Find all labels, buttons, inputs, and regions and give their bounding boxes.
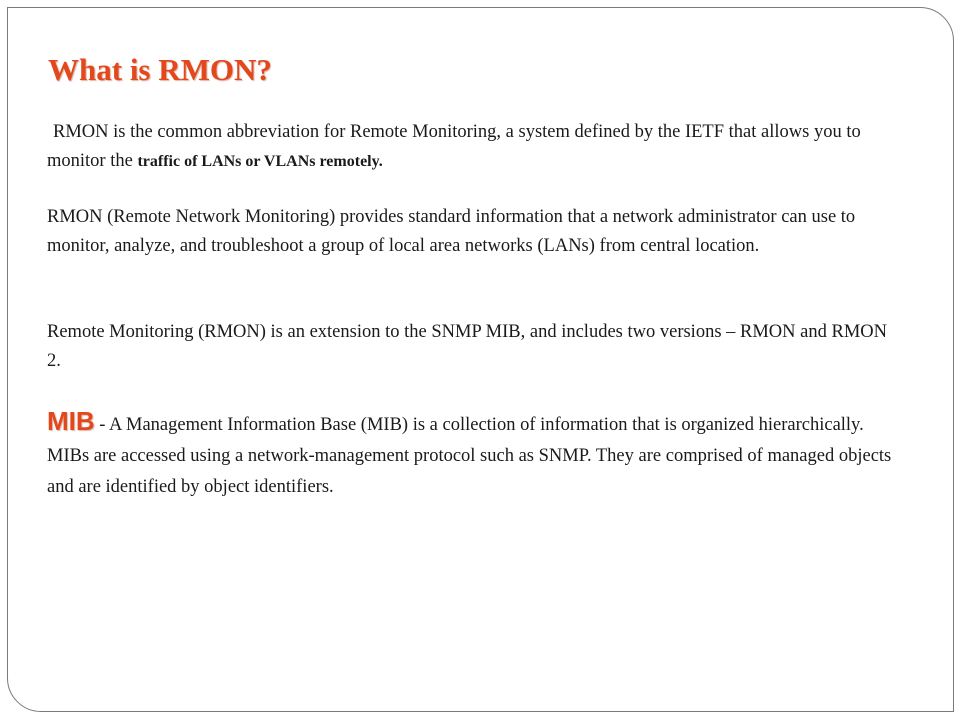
slide-title: What is RMON? — [48, 52, 272, 87]
mib-heading: MIB — [47, 406, 95, 436]
paragraph-rmon-definition-emphasis: traffic of LANs or VLANs remotely. — [137, 152, 383, 170]
paragraph-rmon-versions: Remote Monitoring (RMON) is an extension to the SNMP MIB, and includes two versions – RMON and RMON 2. — [47, 322, 887, 371]
paragraph-mib — [47, 406, 892, 503]
paragraph-rmon-definition-text: RMON is the common abbreviation for Remote Monitoring, a system defined by the IETF that allows you to monitor the — [47, 122, 861, 171]
mib-description: - A Management Information Base (MIB) is a collection of information that is organized hierarchically. MIBs are accessed using a network-management protocol such as SNMP. They are comprised of managed objects and are identified by object identifiers. — [47, 415, 892, 497]
paragraph-rmon-purpose: RMON (Remote Network Monitoring) provides standard information that a network administrator can use to monitor, analyze, and troubleshoot a group of local area networks (LANs) from central location. — [47, 207, 856, 256]
paragraph-rmon-definition — [47, 118, 892, 176]
